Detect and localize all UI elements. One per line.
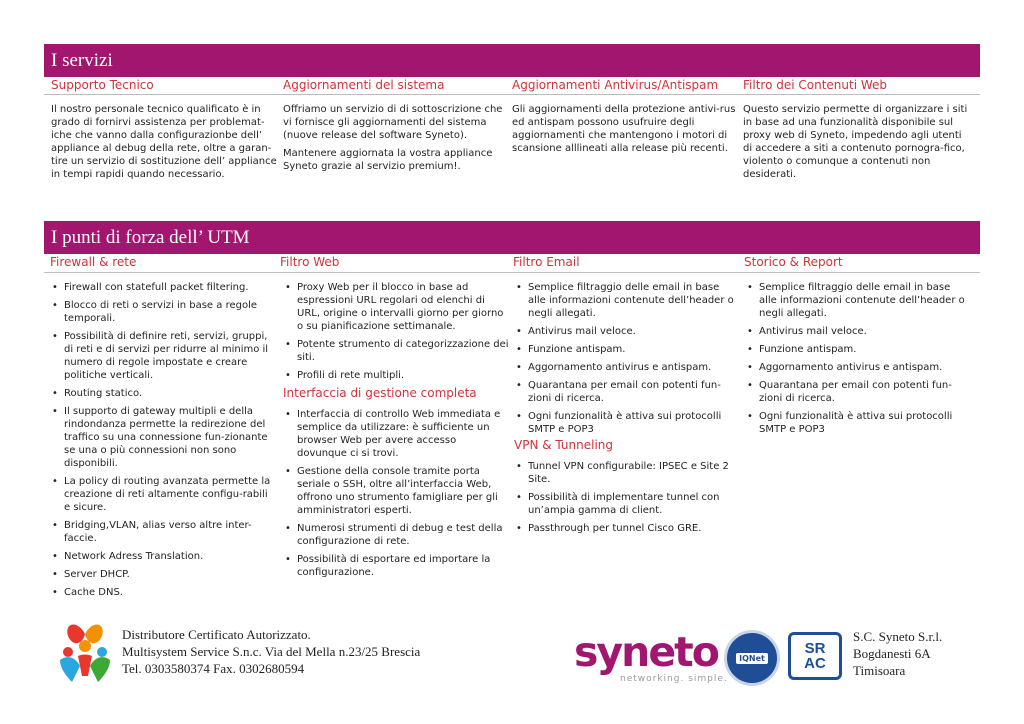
firewall-list [50, 281, 276, 599]
filtro-email-list [514, 281, 740, 436]
gestione-list [283, 408, 509, 579]
list-item: • Profili di rete multipli. [283, 369, 509, 382]
forza-title-band [44, 221, 980, 254]
list-item: • Numerosi strumenti di debug e test della configurazione di rete. [283, 522, 509, 548]
servizi-col-filtro [743, 103, 969, 181]
list-item: • Passthrough per tunnel Cisco GRE. [514, 522, 740, 535]
list-item: • Tunnel VPN configurabile: IPSEC e Site 2 Site. [514, 460, 740, 486]
web-column [283, 281, 509, 584]
servizi-col-supporto [51, 103, 277, 181]
heading-supporto-tecnico: Supporto Tecnico [51, 78, 154, 92]
company-line-2: Bogdanesti 6A [853, 646, 931, 661]
forza-heading-row [44, 253, 980, 273]
heading-filtro-contenuti: Filtro dei Contenuti Web [743, 78, 888, 92]
storico-list [745, 281, 971, 436]
list-item: • Ogni funzionalità è attiva sui protocolli SMTP e POP3 [745, 410, 971, 436]
email-column [514, 281, 740, 540]
list-item: • Server DHCP. [50, 568, 276, 581]
heading-vpn: VPN & Tunneling [514, 438, 614, 452]
heading-firewall: Firewall & rete [50, 255, 137, 269]
heading-aggiornamenti-antivirus: Aggiornamenti Antivirus/Antispam [512, 78, 719, 92]
list-item: • Firewall con statefull packet filtering. [50, 281, 276, 294]
list-item: • Bridging,VLAN, alias verso altre inter-faccie. [50, 519, 276, 545]
servizi-title: I servizi [51, 50, 113, 71]
certification-badge-text: IQNet [736, 653, 768, 664]
list-item: • Antivirus mail veloce. [745, 325, 971, 338]
list-item: • Blocco di reti o servizi in base a regole temporali. [50, 299, 276, 325]
distributor-line-2: Multisystem Service S.n.c. Via del Mella n.23/25 Brescia [122, 644, 421, 659]
list-item: • La policy di routing avanzata permette la creazione di reti altamente configu-rabili e sicure. [50, 475, 276, 514]
list-item: • Funzione antispam. [745, 343, 971, 356]
list-item: • Network Adress Translation. [50, 550, 276, 563]
list-item: • Possibilità di definire reti, servizi, gruppi, di reti e di servizi per ridurre al minimo il numero di regole impostate e creare politiche verticali. [50, 330, 276, 382]
antivirus-text: Gli aggiornamenti della protezione antivi-rus ed antispam possono usufruire degli aggiornamenti che mantengono i motori di scansione alllineati alla release più recenti. [512, 104, 736, 154]
filtro-web-list [283, 281, 509, 382]
servizi-col-aggiornamenti [283, 103, 509, 173]
servizi-heading-row [44, 77, 980, 95]
company-line-1: S.C. Syneto S.r.l. [853, 629, 943, 644]
distributor-logo-icon [54, 616, 116, 684]
syneto-logo-tagline: networking. simple. [620, 674, 728, 684]
list-item: • Aggornamento antivirus e antispam. [745, 361, 971, 374]
list-item: • Semplice filtraggio delle email in base alle informazioni contenute dell’header o negli allegati. [514, 281, 740, 320]
list-item: • Cache DNS. [50, 586, 276, 599]
company-line-3: Timisoara [853, 663, 906, 678]
distributor-line-3: Tel. 0303580374 Fax. 0302680594 [122, 661, 305, 676]
company-block [853, 628, 942, 679]
list-item: • Potente strumento di categorizzazione dei siti. [283, 338, 509, 364]
certification-badge-icon [724, 630, 780, 686]
list-item: • Funzione antispam. [514, 343, 740, 356]
list-item: • Il supporto di gateway multipli e della rindondanza permette la redirezione del traffico su una connessione fun-zionante se una o più connessioni non sono disponibili. [50, 405, 276, 470]
list-item: • Gestione della console tramite porta seriale o SSH, oltre all’interfaccia Web, offrono uno strumento famigliare per gli amministratori esperti. [283, 465, 509, 517]
aggiornamenti-text-2: Mantenere aggiornata la vostra appliance Syneto grazie al servizio premium!. [283, 148, 493, 172]
list-item: • Quarantana per email con potenti fun-zioni di ricerca. [745, 379, 971, 405]
list-item: • Possibilità di esportare ed importare la configurazione. [283, 553, 509, 579]
list-item: • Proxy Web per il blocco in base ad espressioni URL regolari od elenchi di URL, origine o intervalli giorno per giorno o su pianificazione settimanale. [283, 281, 509, 333]
firewall-column [50, 281, 276, 604]
list-item: • Possibilità di implementare tunnel con un’ampia gamma di client. [514, 491, 740, 517]
distributor-block [122, 626, 420, 677]
supporto-text: Il nostro personale tecnico qualificato è in grado di fornirvi assistenza per problemat-iche che vanno dalla configurazionbe dell’ appliance al debug della rete, oltre a garan-tire un servizio di sostituzione dell’ appliance in tempi rapidi quando necessario. [51, 104, 277, 180]
list-item: • Interfaccia di controllo Web immediata e semplice da utilizzare: è sufficiente un browser Web per avere accesso dovunque ci si trovi. [283, 408, 509, 460]
distributor-line-1: Distributore Certificato Autorizzato. [122, 627, 311, 642]
heading-storico: Storico & Report [744, 255, 843, 269]
list-item: • Routing statico. [50, 387, 276, 400]
heading-aggiornamenti-sistema: Aggiornamenti del sistema [283, 78, 445, 92]
heading-filtro-web: Filtro Web [280, 255, 340, 269]
syneto-logo [574, 630, 728, 684]
servizi-title-band [44, 44, 980, 77]
list-item: • Ogni funzionalità è attiva sui protocolli SMTP e POP3 [514, 410, 740, 436]
list-item: • Quarantana per email con potenti fun-zioni di ricerca. [514, 379, 740, 405]
list-item: • Aggornamento antivirus e antispam. [514, 361, 740, 374]
syneto-logo-word: syneto [574, 628, 718, 676]
filtro-contenuti-text: Questo servizio permette di organizzare i siti in base ad una funzionalità disponibile sul proxy web di Syneto, impedendo agli utenti di accedere a siti a contenuto pornogra-fico, violento o comunque a contenuti non desiderati. [743, 104, 968, 180]
forza-title: I punti di forza dell’ UTM [51, 227, 250, 248]
list-item: • Semplice filtraggio delle email in base alle informazioni contenute dell’header o negli allegati. [745, 281, 971, 320]
heading-filtro-email: Filtro Email [513, 255, 580, 269]
srac-badge-text: SR AC [804, 640, 826, 672]
srac-badge-icon [788, 632, 842, 680]
servizi-col-antivirus [512, 103, 738, 155]
aggiornamenti-text-1: Offriamo un servizio di di sottoscrizione che vi fornisce gli aggiornamenti del sistema (nuove release del software Syneto). [283, 104, 503, 141]
list-item: • Antivirus mail veloce. [514, 325, 740, 338]
heading-gestione: Interfaccia di gestione completa [283, 386, 477, 400]
vpn-list [514, 460, 740, 535]
storico-column [745, 281, 971, 441]
